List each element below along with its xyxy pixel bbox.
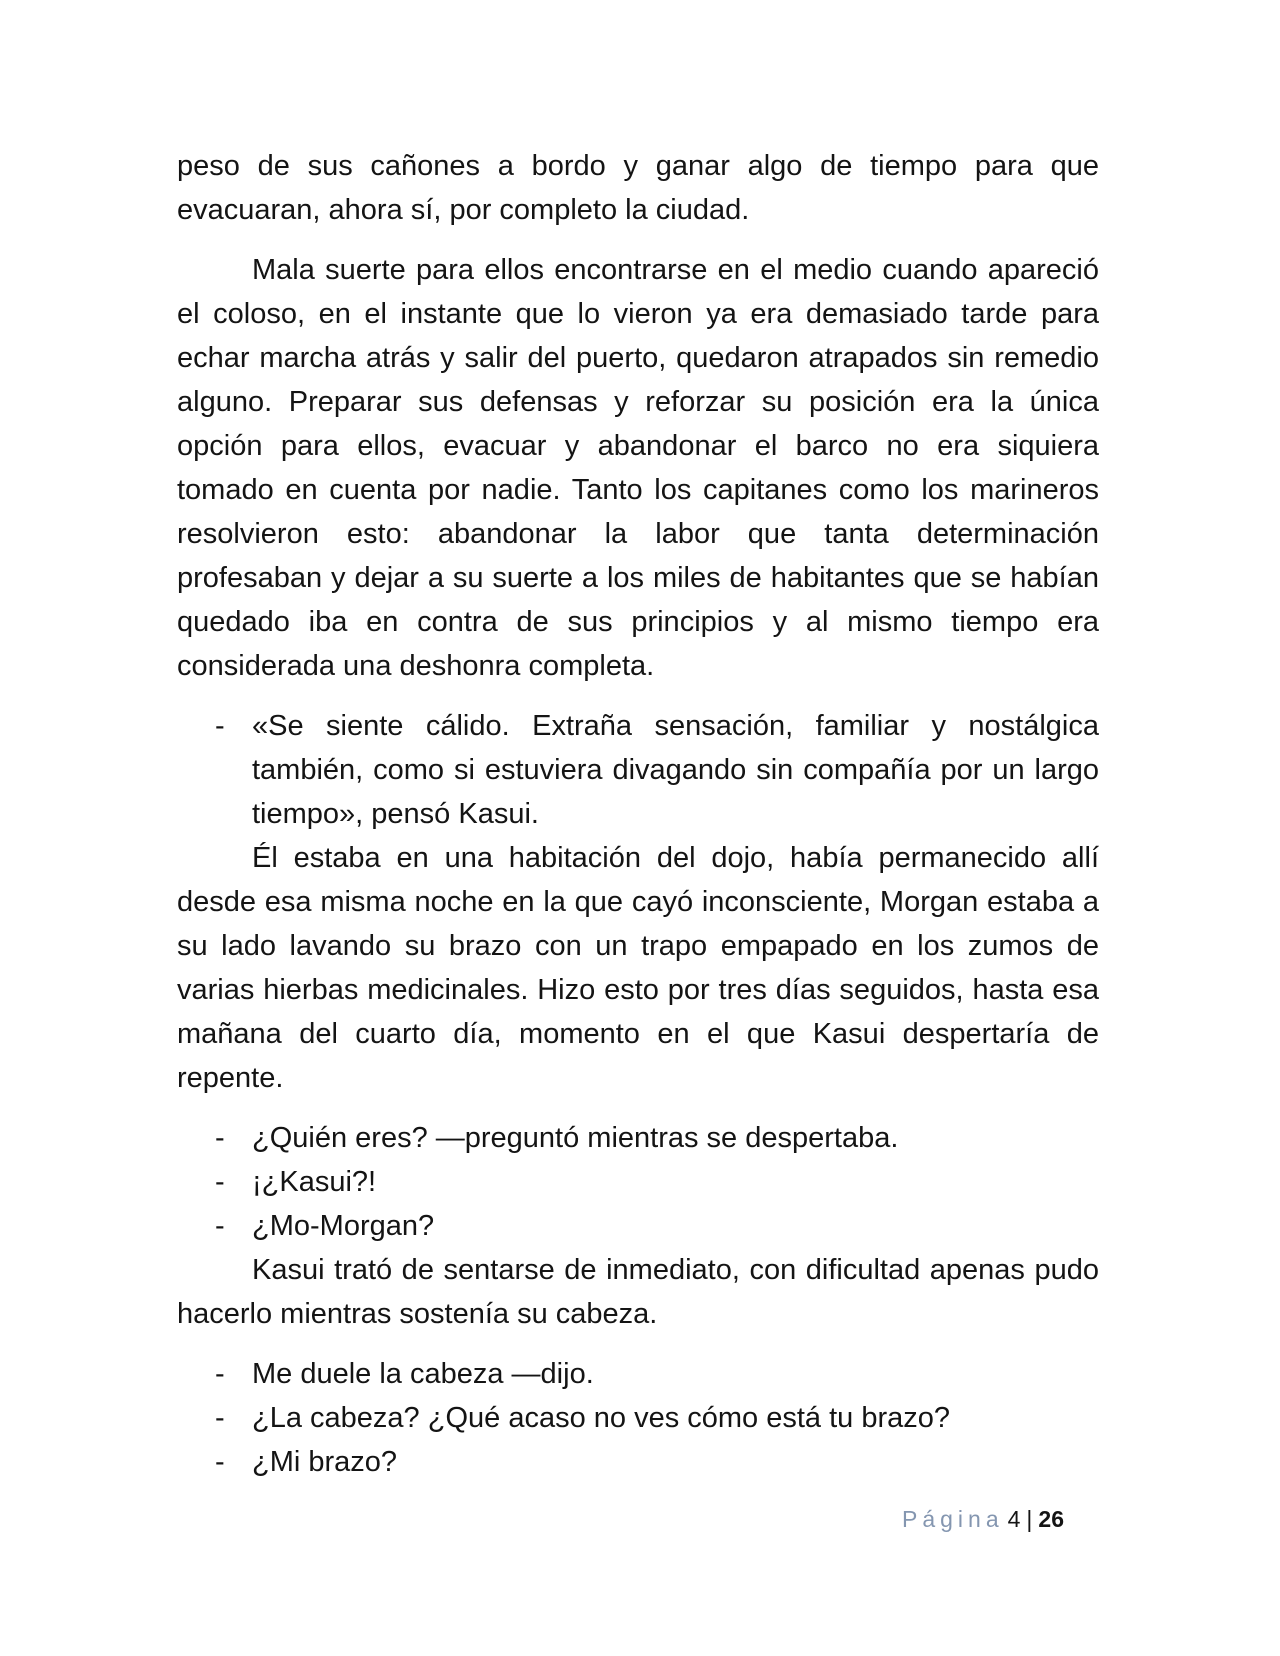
- paragraph-gap: [177, 688, 1099, 704]
- page-label: Página: [902, 1506, 1004, 1532]
- page-number: 4: [1007, 1506, 1021, 1532]
- paragraph: peso de sus cañones a bordo y ganar algo de tiempo para que evacuaran, ahora sí, por completo la ciudad.: [177, 150, 1099, 226]
- dialogue-line: [177, 1352, 1099, 1396]
- dialogue-dash: -: [215, 1358, 225, 1390]
- dialogue-dash: -: [215, 1166, 225, 1198]
- dialogue-dash: -: [215, 1402, 225, 1434]
- paragraph-gap: [177, 1336, 1099, 1352]
- document-body: [177, 144, 1099, 1484]
- dialogue-text: ¿Mi brazo?: [252, 1446, 398, 1478]
- page-footer: [902, 1504, 1064, 1534]
- dialogue-text: Me duele la cabeza —dijo.: [252, 1358, 594, 1390]
- dialogue-dash: -: [215, 1210, 225, 1242]
- dialogue-dash: -: [215, 710, 225, 742]
- dialogue-line: [177, 1204, 1099, 1248]
- dialogue-dash: -: [215, 1446, 225, 1478]
- dialogue-dash: -: [215, 1122, 225, 1154]
- paragraph-gap: [177, 1100, 1099, 1116]
- dialogue-text: ¿La cabeza? ¿Qué acaso no ves cómo está tu brazo?: [252, 1402, 951, 1434]
- dialogue-line: [177, 1116, 1099, 1160]
- dialogue-line: [177, 704, 1099, 836]
- dialogue-text: ¡¿Kasui?!: [252, 1166, 377, 1198]
- dialogue-line: [177, 1440, 1099, 1484]
- dialogue-line: [177, 1396, 1099, 1440]
- page-total: 26: [1038, 1506, 1064, 1532]
- dialogue-text: ¿Quién eres? —preguntó mientras se despertaba.: [252, 1122, 899, 1154]
- paragraph: Kasui trató de sentarse de inmediato, con dificultad apenas pudo hacerlo mientras sostenía su cabeza.: [177, 1254, 1099, 1330]
- dialogue-text: ¿Mo-Morgan?: [252, 1210, 435, 1242]
- paragraph-gap: [177, 232, 1099, 248]
- paragraph: Él estaba en una habitación del dojo, había permanecido allí desde esa misma noche en la que cayó inconsciente, Morgan estaba a su lado lavando su brazo con un trapo empapado en los zumos de varias hierbas medicinales. Hizo esto por tres días seguidos, hasta esa mañana del cuarto día, momento en el que Kasui despertaría de repente.: [177, 842, 1099, 1094]
- dialogue-line: [177, 1160, 1099, 1204]
- dialogue-text: «Se siente cálido. Extraña sensación, familiar y nostálgica también, como si estuviera divagando sin compañía por un largo tiempo», pensó Kasui.: [252, 710, 1099, 830]
- paragraph: Mala suerte para ellos encontrarse en el medio cuando apareció el coloso, en el instante que lo vieron ya era demasiado tarde para echar marcha atrás y salir del puerto, quedaron atrapados sin remedio alguno. Preparar sus defensas y reforzar su posición era la única opción para ellos, evacuar y abandonar el barco no era siquiera tomado en cuenta por nadie. Tanto los capitanes como los marineros resolvieron esto: abandonar la labor que tanta determinación profesaban y dejar a su suerte a los miles de habitantes que se habían quedado iba en contra de sus principios y al mismo tiempo era considerada una deshonra completa.: [177, 254, 1099, 682]
- page-separator: |: [1026, 1506, 1033, 1532]
